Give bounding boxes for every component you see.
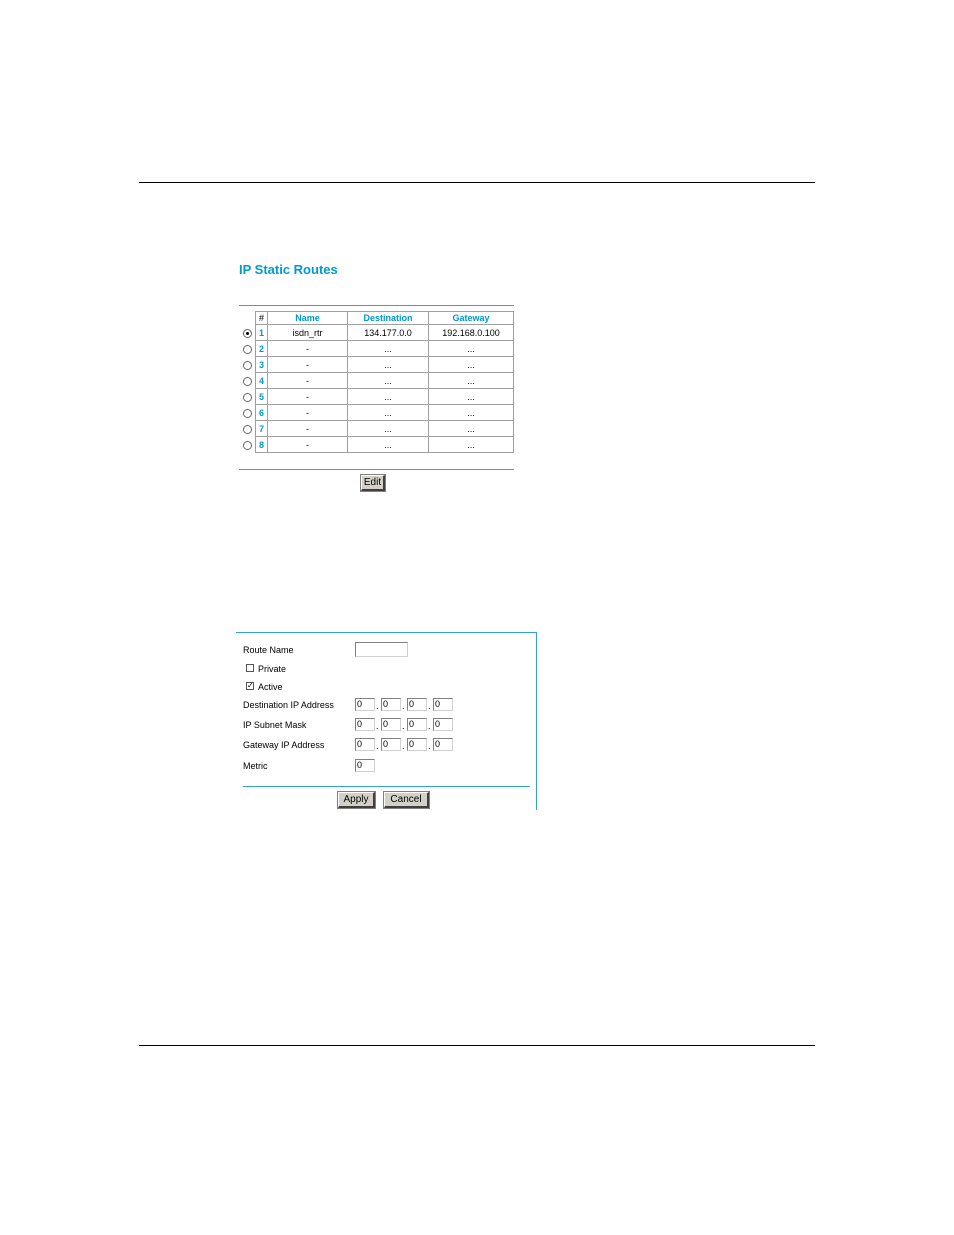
gateway-octet-2-input[interactable]: 0: [381, 738, 401, 751]
subnet-octet-2-input[interactable]: 0: [381, 718, 401, 731]
gateway-octet-3-input[interactable]: 0: [407, 738, 427, 751]
form-right-border: [536, 632, 537, 810]
subnet-mask-label: IP Subnet Mask: [243, 720, 307, 730]
routes-top-divider: [239, 305, 514, 306]
octet-separator: .: [376, 701, 379, 711]
name-column-header: Name: [268, 312, 348, 325]
destination-ip-label: Destination IP Address: [243, 700, 334, 710]
octet-separator: .: [428, 701, 431, 711]
route-destination-cell: ...: [348, 421, 429, 437]
num-column-header: #: [256, 312, 268, 325]
table-row: [239, 405, 514, 421]
edit-button[interactable]: Edit: [361, 475, 385, 491]
route-name-cell: -: [268, 421, 348, 437]
route-select-radio[interactable]: [243, 393, 252, 402]
route-gateway-cell: ...: [429, 437, 514, 453]
header-rule: [139, 182, 815, 183]
route-name-input[interactable]: [355, 642, 408, 657]
route-num-cell[interactable]: 8: [256, 437, 268, 453]
route-destination-cell: ...: [348, 405, 429, 421]
route-gateway-cell: ...: [429, 341, 514, 357]
subnet-octet-3-input[interactable]: 0: [407, 718, 427, 731]
octet-separator: .: [376, 741, 379, 751]
route-name-cell: -: [268, 437, 348, 453]
active-label: Active: [258, 682, 283, 692]
route-destination-cell: ...: [348, 357, 429, 373]
route-select-radio[interactable]: [243, 345, 252, 354]
route-name-cell: -: [268, 373, 348, 389]
octet-separator: .: [428, 741, 431, 751]
route-destination-cell: ...: [348, 437, 429, 453]
cancel-button[interactable]: Cancel: [384, 792, 429, 808]
route-select-radio[interactable]: [243, 441, 252, 450]
route-num-cell[interactable]: 4: [256, 373, 268, 389]
route-num-cell[interactable]: 7: [256, 421, 268, 437]
table-row: [239, 421, 514, 437]
table-row: [239, 373, 514, 389]
route-select-cell: [239, 437, 256, 453]
destination-column-header: Destination: [348, 312, 429, 325]
route-name-cell: isdn_rtr: [268, 325, 348, 341]
routes-title: IP Static Routes: [239, 262, 338, 277]
route-select-cell: [239, 341, 256, 357]
gateway-column-header: Gateway: [429, 312, 514, 325]
route-num-cell[interactable]: 1: [256, 325, 268, 341]
route-select-radio[interactable]: [243, 329, 252, 338]
octet-separator: .: [428, 721, 431, 731]
table-row: [239, 437, 514, 453]
route-gateway-cell: 192.168.0.100: [429, 325, 514, 341]
routes-bottom-divider: [239, 469, 514, 470]
form-bottom-divider: [243, 786, 530, 787]
route-select-radio[interactable]: [243, 425, 252, 434]
route-select-cell: [239, 405, 256, 421]
route-name-cell: -: [268, 405, 348, 421]
private-label: Private: [258, 664, 287, 674]
route-destination-cell: ...: [348, 341, 429, 357]
route-select-cell: [239, 357, 256, 373]
gateway-ip-label: Gateway IP Address: [243, 740, 325, 750]
gateway-octet-4-input[interactable]: 0: [433, 738, 453, 751]
route-select-radio[interactable]: [243, 409, 252, 418]
route-select-radio[interactable]: [243, 361, 252, 370]
subnet-octet-1-input[interactable]: 0: [355, 718, 375, 731]
octet-separator: .: [376, 721, 379, 731]
route-select-cell: [239, 421, 256, 437]
route-select-radio[interactable]: [243, 377, 252, 386]
gateway-octet-1-input[interactable]: 0: [355, 738, 375, 751]
subnet-octet-4-input[interactable]: 0: [433, 718, 453, 731]
routes-table-body: [239, 325, 514, 453]
route-num-cell[interactable]: 2: [256, 341, 268, 357]
destination-octet-1-input[interactable]: 0: [355, 698, 375, 711]
select-column-header: [239, 312, 256, 325]
table-row: [239, 341, 514, 357]
octet-separator: .: [402, 701, 405, 711]
apply-button[interactable]: Apply: [338, 792, 375, 808]
route-name-cell: -: [268, 341, 348, 357]
routes-table: [239, 311, 514, 453]
route-name-label: Route Name: [243, 645, 294, 655]
destination-octet-4-input[interactable]: 0: [433, 698, 453, 711]
route-num-cell[interactable]: 5: [256, 389, 268, 405]
route-select-cell: [239, 325, 256, 341]
route-gateway-cell: ...: [429, 421, 514, 437]
table-row: [239, 357, 514, 373]
route-destination-cell: 134.177.0.0: [348, 325, 429, 341]
private-checkbox[interactable]: [246, 664, 254, 672]
footer-rule: [139, 1045, 815, 1046]
route-gateway-cell: ...: [429, 389, 514, 405]
route-select-cell: [239, 389, 256, 405]
routes-header-row: [239, 312, 514, 325]
route-gateway-cell: ...: [429, 357, 514, 373]
metric-label: Metric: [243, 761, 268, 771]
route-destination-cell: ...: [348, 389, 429, 405]
route-gateway-cell: ...: [429, 405, 514, 421]
route-select-cell: [239, 373, 256, 389]
destination-octet-2-input[interactable]: 0: [381, 698, 401, 711]
route-destination-cell: ...: [348, 373, 429, 389]
destination-octet-3-input[interactable]: 0: [407, 698, 427, 711]
active-checkbox[interactable]: ✓: [247, 681, 254, 690]
route-num-cell[interactable]: 3: [256, 357, 268, 373]
table-row: [239, 325, 514, 341]
table-row: [239, 389, 514, 405]
route-gateway-cell: ...: [429, 373, 514, 389]
form-top-divider: [236, 632, 537, 633]
route-name-cell: -: [268, 357, 348, 373]
route-num-cell[interactable]: 6: [256, 405, 268, 421]
metric-input[interactable]: 0: [355, 759, 375, 772]
octet-separator: .: [402, 721, 405, 731]
octet-separator: .: [402, 741, 405, 751]
route-name-cell: -: [268, 389, 348, 405]
